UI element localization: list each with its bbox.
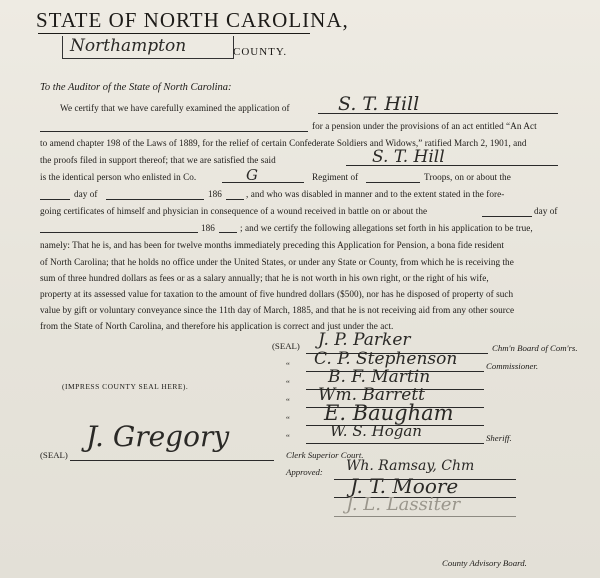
- cert-line-12: property at its assessed value for taxation to the amount of five hundred dollars ($500), nor has he disposed of property of such: [40, 289, 514, 299]
- blank-line-2: [40, 131, 308, 132]
- cert-line-1: We certify that we have carefully examined the application of: [60, 103, 290, 113]
- day-line-1: [40, 199, 70, 200]
- commissioner-signature-3: Wm. Barrett: [318, 385, 426, 405]
- approved-signature: Wh. Ramsay, Chm: [346, 458, 475, 474]
- cert-line-9: namely: That he is, and has been for twelve months immediately preceding this Application for Pension, a bona fide resident: [40, 240, 504, 250]
- ditto-mark-4: “: [286, 414, 290, 424]
- advisory-signature-1: J. T. Moore: [350, 474, 459, 498]
- ditto-mark-3: “: [286, 396, 290, 406]
- salutation: To the Auditor of the State of North Carolina:: [40, 82, 232, 93]
- cert-line-2: for a pension under the provisions of an act entitled “An Act: [312, 121, 537, 131]
- commissioner-signature-1: C. P. Stephenson: [314, 349, 458, 369]
- cert-line-7: going certificates of himself and physician in consequence of a wound received in battle on or about the: [40, 206, 428, 216]
- day-line-2: [482, 216, 532, 217]
- state-title: STATE OF NORTH CAROLINA,: [36, 8, 349, 32]
- month-line-2: [40, 232, 198, 233]
- advisory-board-label: County Advisory Board.: [442, 558, 527, 568]
- clerk-label: Clerk Superior Court.: [286, 450, 364, 460]
- applicant-name-hand-2: S. T. Hill: [372, 147, 445, 167]
- chairman-signature: J. P. Parker: [318, 330, 411, 350]
- commissioner-signature-4: E. Baugham: [324, 401, 454, 425]
- year-line-2: [219, 232, 237, 233]
- ditto-mark-5: “: [286, 432, 290, 442]
- cert-line-6b: 186: [208, 189, 222, 199]
- company-line: [222, 182, 304, 183]
- sheriff-label: Sheriff.: [486, 433, 512, 443]
- commissioner-label: Commissioner.: [486, 361, 539, 371]
- cert-line-7b: day of: [534, 206, 558, 216]
- cert-line-5b: Regiment of: [312, 172, 359, 182]
- cert-line-5a: is the identical person who enlisted in Co.: [40, 172, 197, 182]
- cert-line-8a: 186: [201, 223, 215, 233]
- cert-line-6a: day of: [74, 189, 98, 199]
- title-underline: [38, 33, 310, 34]
- approved-label: Approved:: [286, 467, 323, 477]
- clerk-sig-line: [70, 460, 274, 461]
- month-line-1: [106, 199, 204, 200]
- cert-line-3: to amend chapter 198 of the Laws of 1889, for the relief of certain Confederate Soldiers and Widows,” ratified March 2, 1901, and: [40, 138, 527, 148]
- ditto-mark-1: “: [286, 360, 290, 370]
- sheriff-signature: W. S. Hogan: [330, 422, 422, 440]
- cert-line-8b: ; and we certify the following allegations set forth in his application to be true,: [240, 223, 533, 233]
- cert-line-11: sum of three hundred dollars as fees or as a salary annually; that he is not worth in his own right, or the right of his wife,: [40, 273, 489, 283]
- clerk-signature: J. Gregory: [86, 420, 230, 453]
- cert-line-14: from the State of North Carolina, and therefore his application is correct and just under the act.: [40, 321, 394, 331]
- cert-line-6c: , and who was disabled in manner and to the extent stated in the fore-: [246, 189, 505, 199]
- regiment-line: [366, 182, 420, 183]
- advisory-signature-2: J. L. Lassiter: [346, 494, 461, 515]
- applicant-name-hand: S. T. Hill: [338, 93, 420, 115]
- impress-seal-text: (IMPRESS COUNTY SEAL HERE).: [62, 382, 189, 391]
- cert-line-4: the proofs filed in support thereof; that we are satisfied the said: [40, 155, 276, 165]
- advisory-sig-line-2: [334, 516, 516, 517]
- cert-line-10: of North Carolina; that he holds no office under the United States, or under any State or County, from which he is receiving the: [40, 257, 514, 267]
- clerk-seal-label: (SEAL): [40, 450, 68, 460]
- sheriff-sig-line: [306, 443, 484, 444]
- board-seal-label: (SEAL): [272, 341, 300, 351]
- commissioner-signature-2: B. F. Martin: [328, 367, 431, 387]
- company-hand: G: [246, 166, 258, 184]
- county-label: COUNTY.: [233, 46, 288, 58]
- cert-line-13: value by gift or voluntary conveyance since the 11th day of March, 1885, and that he is not receiving aid from any other source: [40, 305, 515, 315]
- ditto-mark-2: “: [286, 378, 290, 388]
- chairman-label: Chm'n Board of Com'rs.: [492, 343, 578, 353]
- cert-line-5c: Troops, on or about the: [424, 172, 511, 182]
- year-line-1: [226, 199, 244, 200]
- county-handwritten: Northampton: [70, 36, 187, 56]
